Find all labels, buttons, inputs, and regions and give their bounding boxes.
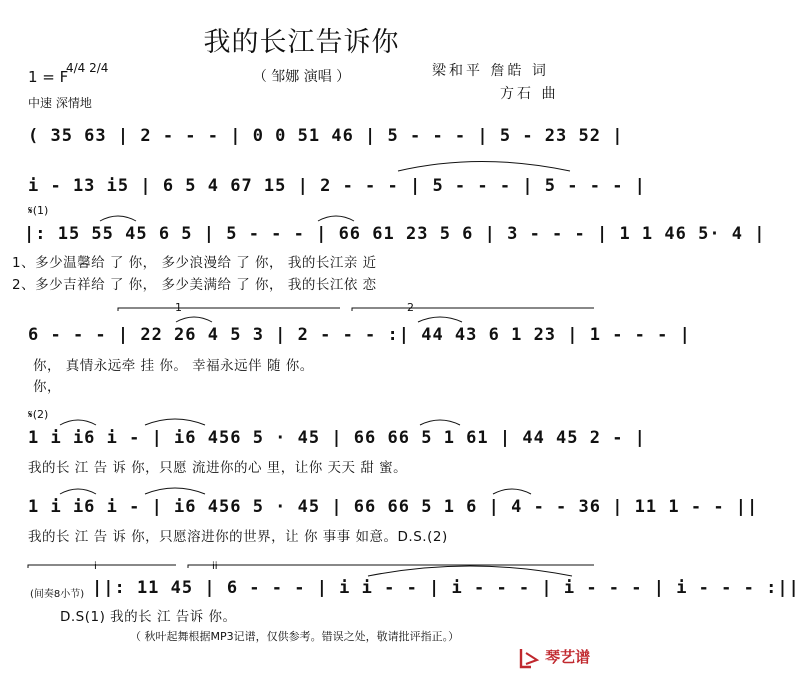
tie-arc <box>368 566 572 576</box>
lyricist-credit: 梁和平 詹皓 词 <box>432 63 549 79</box>
volta-2-label: 2 <box>407 301 414 314</box>
volta-ii-bracket <box>188 565 594 568</box>
segno-mark-1: 𝄋(1) <box>28 204 49 217</box>
slur-arc <box>493 489 531 494</box>
score-row-6-lyrics: 我的长 江 告 诉 你，只愿溶进你的世界，让 你 事事 如意。D.S.(2) <box>28 529 448 545</box>
volta-i-label: i <box>94 561 97 572</box>
volta-1-label: 1 <box>175 301 182 314</box>
score-row-5-lyrics: 我的长 江 告 诉 你，只愿 流进你的心 里，让你 天天 甜 蜜。 <box>28 460 408 476</box>
song-title: 我的长江告诉你 <box>203 27 400 58</box>
score-row-3-lyrics-2: 2、多少吉祥给 了 你， 多少美满给 了 你， 我的长江依 恋 <box>12 277 377 293</box>
score-row-3-notes: |: 15 55 45 6 5 | 5 - - - | 66 61 23 5 6 | 3 - - - | 1 1 46 5· 4 | <box>24 224 766 244</box>
segno-mark-2: 𝄋(2) <box>28 408 49 421</box>
score-row-4-notes: 6 - - - | 22 26 4 5 3 | 2 - - - :| 44 43 6 1 23 | 1 - - - | <box>28 325 691 345</box>
logo-text: 琴艺谱 <box>545 648 591 666</box>
slur-arc <box>60 489 96 494</box>
tempo-marking: 中速 深情地 <box>28 96 92 110</box>
score-row-5-notes: 1 i i6 i - | i6 456 5 · 45 | 66 66 5 1 61 | 44 45 2 - | <box>28 428 646 448</box>
score-row-4-lyrics-1: 你， 真情永远牵 挂 你。 幸福永远伴 随 你。 <box>33 358 314 374</box>
slur-arc <box>418 317 462 322</box>
score-row-6-notes: 1 i i6 i - | i6 456 5 · 45 | 66 66 5 1 6 | 4 - - 36 | 11 1 - - || <box>28 497 759 517</box>
volta-ii-label: ii <box>212 561 218 572</box>
score-row-4-lyrics-2: 你， <box>33 379 61 395</box>
volta-2-bracket <box>352 308 594 311</box>
volta-1-bracket <box>118 308 340 311</box>
slur-arc <box>145 419 205 425</box>
score-row-1-notes: ( 35 63 | 2 - - - | 0 0 51 46 | 5 - - - | 5 - 23 52 | <box>28 126 624 146</box>
slur-arc <box>60 420 96 425</box>
slur-arc <box>100 216 136 221</box>
volta-i-bracket <box>28 565 176 568</box>
score-row-7-notes: ||: 11 45 | 6 - - - | i i - - | i - - - | i - - - | i - - - :|| <box>92 578 800 598</box>
slur-arc <box>145 488 205 494</box>
key-signature: 1 = F <box>28 68 69 86</box>
composer-credit: 方石 曲 <box>500 86 559 102</box>
score-row-7-lyrics: D.S(1) 我的长 江 告诉 你。 <box>60 609 237 625</box>
slur-arc <box>420 420 460 425</box>
tie-arc <box>398 162 570 172</box>
singer-label: （ 邹娜 演唱 ） <box>252 69 351 85</box>
slur-arc <box>318 216 354 221</box>
time-signature: 4/4 2/4 <box>66 61 109 75</box>
score-row-3-lyrics-1: 1、多少温馨给 了 你， 多少浪漫给 了 你， 我的长江亲 近 <box>12 255 377 271</box>
interlude-label: (间奏8小节) <box>30 589 85 600</box>
slur-arc <box>176 317 212 322</box>
score-row-2-notes: i - 13 i5 | 6 5 4 67 15 | 2 - - - | 5 - - - | 5 - - - | <box>28 176 646 196</box>
transcription-note: （ 秋叶起舞根据MP3记谱，仅供参考。错误之处，敬请批评指正。） <box>130 630 460 643</box>
